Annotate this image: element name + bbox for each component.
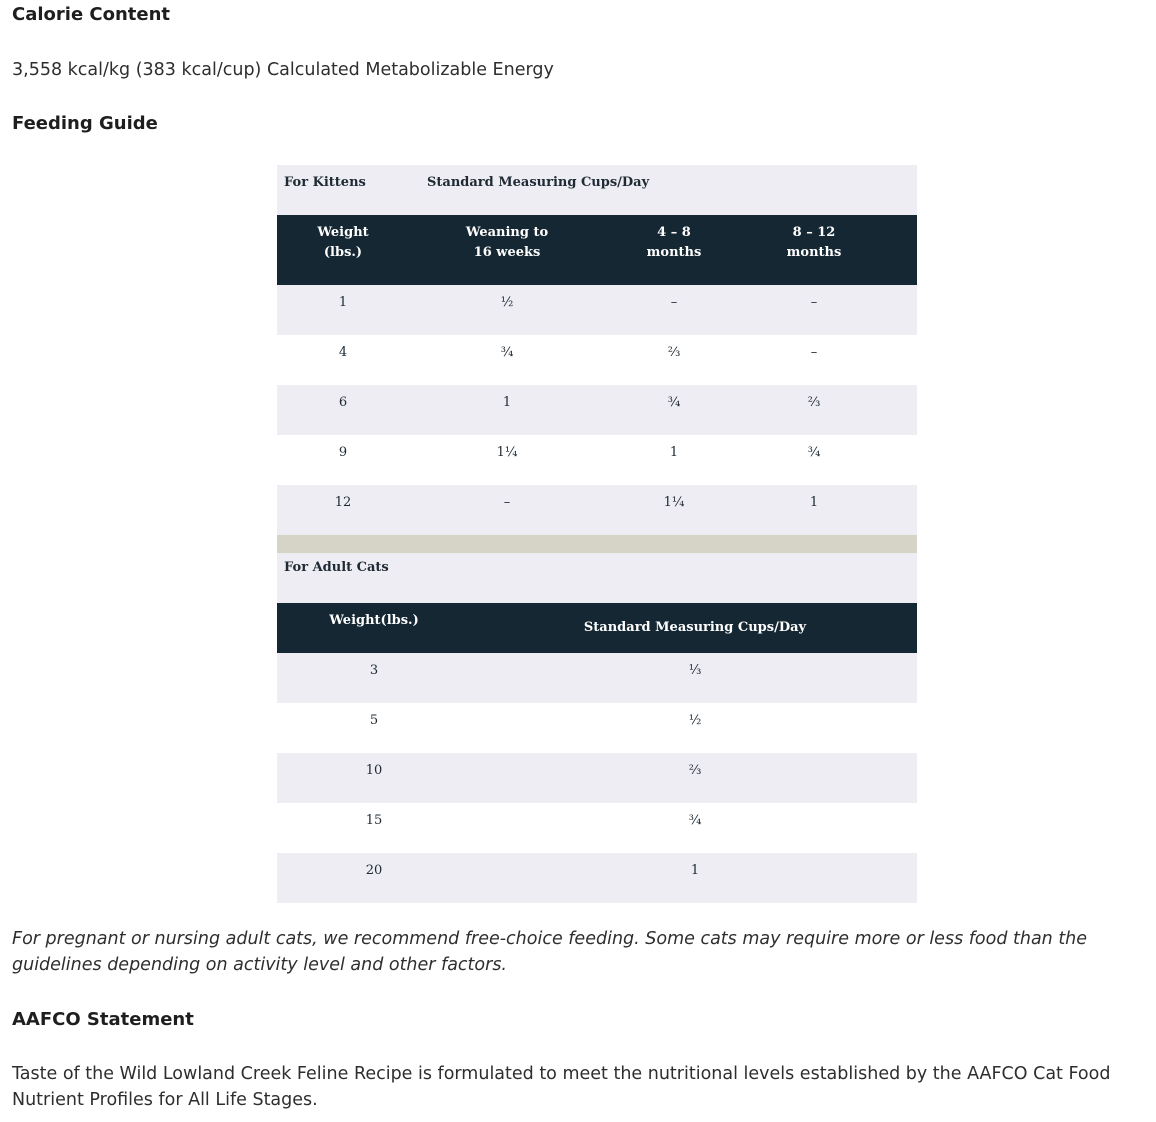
feeding-note: For pregnant or nursing adult cats, we recommend free-choice feeding. Some cats may require more or less food than the guidelines depending on activity level and other factors. (12, 929, 1088, 975)
table-cell: 1 (338, 295, 348, 310)
table-row (277, 803, 917, 853)
kittens-header-weight: Weight (lbs.) (317, 225, 369, 260)
table-cell: ⅔ (688, 763, 702, 778)
table-cell: ⅓ (688, 663, 702, 678)
table-row (277, 753, 917, 803)
feeding-guide-heading: Feeding Guide (12, 113, 158, 134)
aafco-statement-heading: AAFCO Statement (12, 1009, 194, 1030)
adults-header-row (277, 603, 917, 653)
kittens-header-weaning: Weaning to 16 weeks (465, 225, 549, 260)
table-cell: – (810, 295, 818, 310)
table-row (277, 385, 917, 435)
table-cell: ¾ (688, 813, 702, 828)
calorie-content-text: 3,558 kcal/kg (383 kcal/cup) Calculated Metabolizable Energy (12, 60, 554, 80)
table-row (277, 653, 917, 703)
feeding-guide-table (277, 165, 917, 903)
table-cell: ½ (688, 713, 702, 728)
table-row (277, 485, 917, 535)
table-cell: 9 (338, 445, 348, 460)
table-cell: 10 (365, 763, 383, 778)
adults-header-weight: Weight(lbs.) (329, 613, 419, 628)
table-cell: 1 (502, 395, 512, 410)
table-row (277, 335, 917, 385)
table-row (277, 285, 917, 335)
kittens-caption: For Kittens (284, 175, 366, 190)
table-cell: 1¼ (663, 495, 685, 510)
table-row (277, 853, 917, 903)
table-cell: – (503, 495, 511, 510)
table-cell: 1 (669, 445, 679, 460)
table-cell: ⅔ (807, 395, 821, 410)
table-cell: 5 (369, 713, 379, 728)
table-cell: 1 (809, 495, 819, 510)
table-cell: ½ (500, 295, 514, 310)
aafco-statement-text: Taste of the Wild Lowland Creek Feline Recipe is formulated to meet the nutritional levels established by the AAFCO Cat Food Nutrient Profiles for All Life Stages. (12, 1064, 1111, 1110)
table-cell: ¾ (500, 345, 514, 360)
kittens-header-row (277, 215, 917, 285)
table-cell: 1 (690, 863, 700, 878)
table-cell: 20 (365, 863, 383, 878)
kittens-caption-row (277, 165, 917, 215)
adults-caption-row (277, 553, 917, 603)
table-cell: 1¼ (496, 445, 518, 460)
table-cell: ¾ (667, 395, 681, 410)
table-cell: 12 (334, 495, 352, 510)
kittens-header-8-12-months: 8 – 12 months (786, 225, 842, 260)
table-row (277, 703, 917, 753)
table-cell: ¾ (807, 445, 821, 460)
table-cell: – (670, 295, 678, 310)
table-cell: 4 (338, 345, 348, 360)
table-cell: – (810, 345, 818, 360)
table-row (277, 435, 917, 485)
table-cell: 3 (369, 663, 379, 678)
calorie-content-heading: Calorie Content (12, 4, 171, 25)
adults-header-cups: Standard Measuring Cups/Day (583, 620, 807, 635)
adults-caption: For Adult Cats (284, 560, 389, 575)
table-cell: ⅔ (667, 345, 681, 360)
table-cell: 15 (365, 813, 383, 828)
kittens-header-4-8-months: 4 – 8 months (646, 225, 702, 260)
table-divider (277, 535, 917, 553)
table-cell: 6 (338, 395, 348, 410)
kittens-subcaption: Standard Measuring Cups/Day (427, 175, 650, 190)
